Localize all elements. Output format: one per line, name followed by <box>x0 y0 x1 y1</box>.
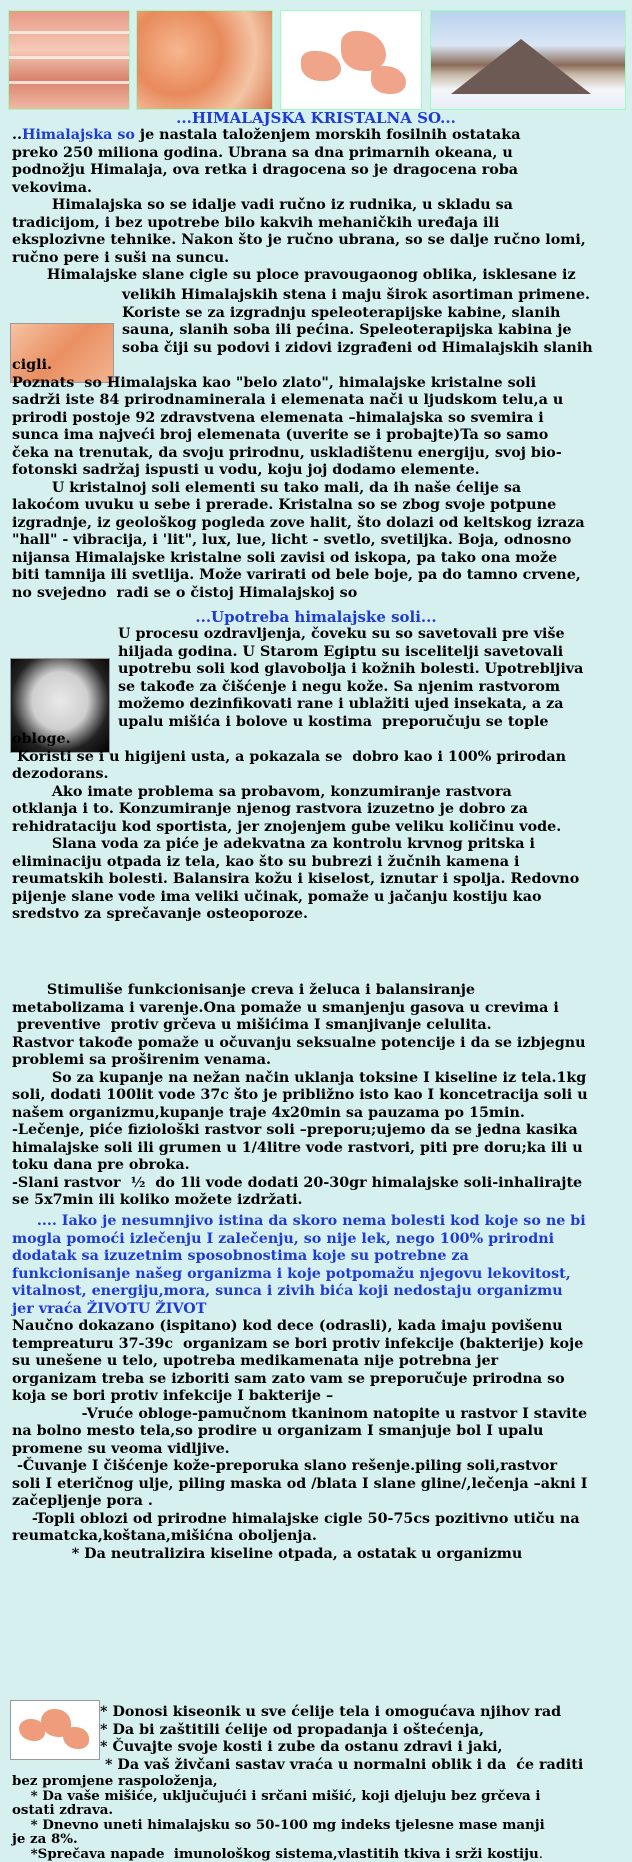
header-photo-strip <box>8 10 624 112</box>
salt-bricks-photo <box>8 10 130 110</box>
paragraph-2-wrap: velikih Himalajskih stena i maju širok asortiman primene. Koriste se za izgradnju speleoterapijske kabine, slanih sauna, slanih soba ili pećina. Speleoterapijska kabina je soba čiji su podovi i zidovi izgrađeni od Himalajskih slanih <box>122 287 593 356</box>
intro-highlight: Himalajska so <box>21 127 135 143</box>
paragraph-3-wrap: U procesu ozdravljenja, čoveku su so savetovali pre više hiljada godina. U Starom Egiptu su iscelitelji savetovali upotrebu soli kod glavobolja i kožnih bolesti. Upotrebljiva se takođe za čišćenje i negu kože. Sa njenim rastvorom možemo dezinfikovati rane i ublažiti ujed insekata, a za upalu mišića i bolove u kostima preporučuju se tople <box>118 626 584 730</box>
paragraph-4: Stimuliše funkcionisanje creva i želuca i balansiranje metabolizama i varenje.Ona pomaže u smanjenju gasova u crevima i preventive protiv grčeva u mišićima I smanjivanje celulita. Rastvor takođe pomaže u očuvanju seksualne potencije i da se izbjegnu problemi sa proširenim venama. So za kupanje na nežan način uklanja toksine I kiseline iz tela.1kg soli, dodati 100lit vode 37c što je približno isto kao I koncetracija soli u našem organizmu,kupanje traje 4x20min sa pauzama po 15min. -Lečenje, piće fiziološki rastvor soli –preporu;ujemo da se jedna kasika himalajske soli ili grumen u 1/4litre vode rastvori, piti pre doru;ka ili u toku dana pre obroka. -Slani rastvor ½ do 1li vode dodati 20-30gr himalajske soli-inhalirajte se 5x7min ili koliko možete izdržati. <box>12 982 588 1208</box>
page-title: ...HIMALAJSKA KRISTALNA SO... <box>176 109 456 127</box>
intro-paragraph: ..Himalajska so je nastala taloženjem morskih fosilnih ostataka preko 250 miliona godina. Ubrana sa dna primarnih okeana, u podnožju Himalaja, ova retka i dragocena so je dragocena roba vekovima. <box>12 127 521 196</box>
highlight-paragraph: .... Iako je nesumnjivo istina da skoro nema bolesti kod koje so ne bi mogla pomoći izlečenju I zalečenju, so nije lek, nego 100% prirodni dodatak sa izuzetnim sposobnostima koje su potrebne za funkcionisanje našeg organizma i koje potpomažu njegovu lekovitost, vitalnost, energiju,mora, sunca i zivih bića koji nedostaju organizmu jer vraća ŽIVOTU ŽIVOT <box>12 1213 586 1317</box>
paragraph-2: cigli. Poznats so Himalajska kao "belo zlato", himalajske kristalne soli sadrži iste 84 prirodnaminerala i elemenata nači u ljudskom telu,a u prirodi postoje 92 zdravstvena elemenata –himalajska so svemira i sunca ima najveći broj elemenata (uverite se i probajte)Ta so samo čeka na trenutak, da svoju prirodnu, uskladištenu energiju, svoj bio- fotonski sadržaj ispusti u vodu, koju joj dodamo elemente. U kristalnoj soli elementi su tako mali, da ih naše ćelije sa lakoćom uvuku u sebe i prerade. Kristalna so se zbog svoje potpune izgradnje, iz geološkog pogleda zove halit, što dolazi od keltskog izraza "hall" - vibracija, i 'lit", lux, lue, licht - svetlo, svetiljka. Boja, odnosno nijansa Himalajske kristalne soli zavisi od iskopa, pa tako ona može biti tamnija ili svetlija. Može varirati od bele boje, pa do tamno crvene, no svejedno radi se o čistoj Himalajskoj so <box>12 357 585 601</box>
himalaya-mountains-photo <box>430 10 626 110</box>
section-title-usage: ...Upotreba himalajske soli... <box>195 608 437 626</box>
paragraph-3: obloge. Koristi se i u higijeni usta, a pokazala se dobro kao i 100% prirodan dezodorans. Ako imate problema sa probavom, konzumiranje rastvora otklanja i to. Konzumiranje njenog rastvora izuzetno je dobro za rehidrataciju kod sportista, jer znojenjem gube veliku količinu vode. Slana voda za piće je adekvatna za kontrolu krvnog pritska i eliminaciju otpada iz tela, kao što su bubrezi i žučnih kamena i reumatskih bolesti. Balansira kožu i kiselost, iznutar i spolja. Redovno pijenje slane vode ima veliki učinak, pomaže u jačanju kostiju kao sredstvo za sprečavanje osteoporoze. <box>12 731 580 922</box>
salt-crystals-thumbnail <box>10 1700 100 1760</box>
benefits-list: bez promjene raspoloženja, * Da vaše mišiće, uključujući i srčani mišić, koji djeluju bez grčeva i ostati zdrava. * Dnevno uneti himalajsku so 50-100 mg indeks tjelesne mase manji je za 8%. *Sprečava napade imunološkog sistema,vlastitih tkiva i srži kostiju. <box>12 1773 545 1862</box>
paragraph-1: Himalajska so se idalje vadi ručno iz rudnika, u skladu sa tradicijom, i bez upotrebe bilo kakvih mehaničkih uređaja ili eksplozivne tehnike. Nakon što je ručno ubrana, so se dalje ručno lomi, ručno pere i suši na suncu. Himalajske slane cigle su ploce pravougaonog oblika, isklesane iz <box>12 197 586 283</box>
paragraph-5: Naučno dokazano (ispitano) kod dece (odrasli), kada imaju povišenu tempreaturu 37-39c organizam se bori protiv infekcije (bakterije) koje su unešene u telo, upotreba medikamenata nije potrebna jer organizam treba se izboriti sam zato vam se preporučuje prirodna so koja se bori protiv infekcije I bakterije – -Vruće obloge-pamučnom tkaninom natopite u rastvor I stavite na bolno mesto tela,so prodire u organizam I smanjuje bol I upalu promene su veoma vidljive. -Čuvanje I čišćenje kože-preporuka slano rešenje.piling soli,rastvor soli I eteričnog ulje, piling maska od /blata I slane gline/,lečenja –akni I začepljenje pora . -Topli oblozi od prirodne himalajske cigle 50-75cs pozitivno utiču na reumatcka,koštana,mišićna obolјenja. * Da neutralizira kiseline otpada, a ostatak u organizmu <box>12 1318 588 1562</box>
benefits-list-wrap: * Donosi kiseonik u sve ćelije tela i omogućava njihov rad * Da bi zaštitili ćelije od propadanja i oštećenja, * Čuvajte svoje kosti i zube da ostanu zdravi i jaki, * Da vaš živčani sastav vraća u normalni oblik i da će raditi <box>100 1704 584 1773</box>
salt-rocks-photo <box>280 10 422 110</box>
salt-crystals-photo <box>136 10 273 110</box>
